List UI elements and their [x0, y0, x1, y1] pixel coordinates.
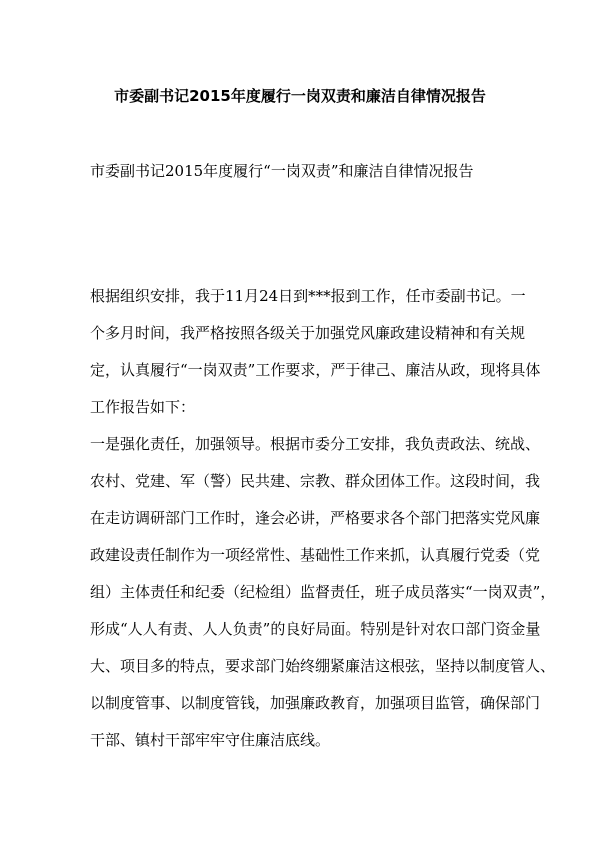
paragraph-line: 形成“人人有责、人人负责”的良好局面。特别是针对农口部门资金量 [90, 620, 541, 638]
paragraph-line: 一是强化责任，加强领导。根据市委分工安排，我负责政法、统战、 [90, 435, 541, 453]
document-title: 市委副书记2015年度履行一岗双责和廉洁自律情况报告 [114, 87, 486, 105]
paragraph-line: 农村、党建、军（警）民共建、宗教、群众团体工作。这段时间，我 [90, 472, 541, 490]
paragraph-line: 政建设责任制作为一项经常性、基础性工作来抓，认真履行党委（党 [90, 546, 541, 564]
paragraph-line: 个多月时间，我严格按照各级关于加强党风廉政建设精神和有关规 [90, 324, 526, 342]
document-body [90, 285, 556, 766]
paragraph-line: 在走访调研部门工作时，逢会必讲，严格要求各个部门把落实党风廉 [90, 509, 541, 527]
paragraph-line: 定，认真履行“一岗双责”工作要求，严于律己、廉洁从政，现将具体 [90, 361, 541, 379]
paragraph-line: 工作报告如下： [90, 398, 196, 416]
document-subtitle: 市委副书记2015年度履行“一岗双责”和廉洁自律情况报告 [90, 162, 474, 180]
paragraph-line: 组）主体责任和纪委（纪检组）监督责任，班子成员落实“一岗双责”， [90, 583, 556, 601]
paragraph-line: 根据组织安排，我于11月24日到***报到工作，任市委副书记。一 [90, 287, 526, 305]
paragraph-line: 干部、镇村干部牢牢守住廉洁底线。 [90, 731, 331, 749]
paragraph-line: 以制度管事、以制度管钱，加强廉政教育，加强项目监管，确保部门 [90, 694, 541, 712]
paragraph-line: 大、项目多的特点，要求部门始终绷紧廉洁这根弦，坚持以制度管人、 [90, 657, 556, 675]
